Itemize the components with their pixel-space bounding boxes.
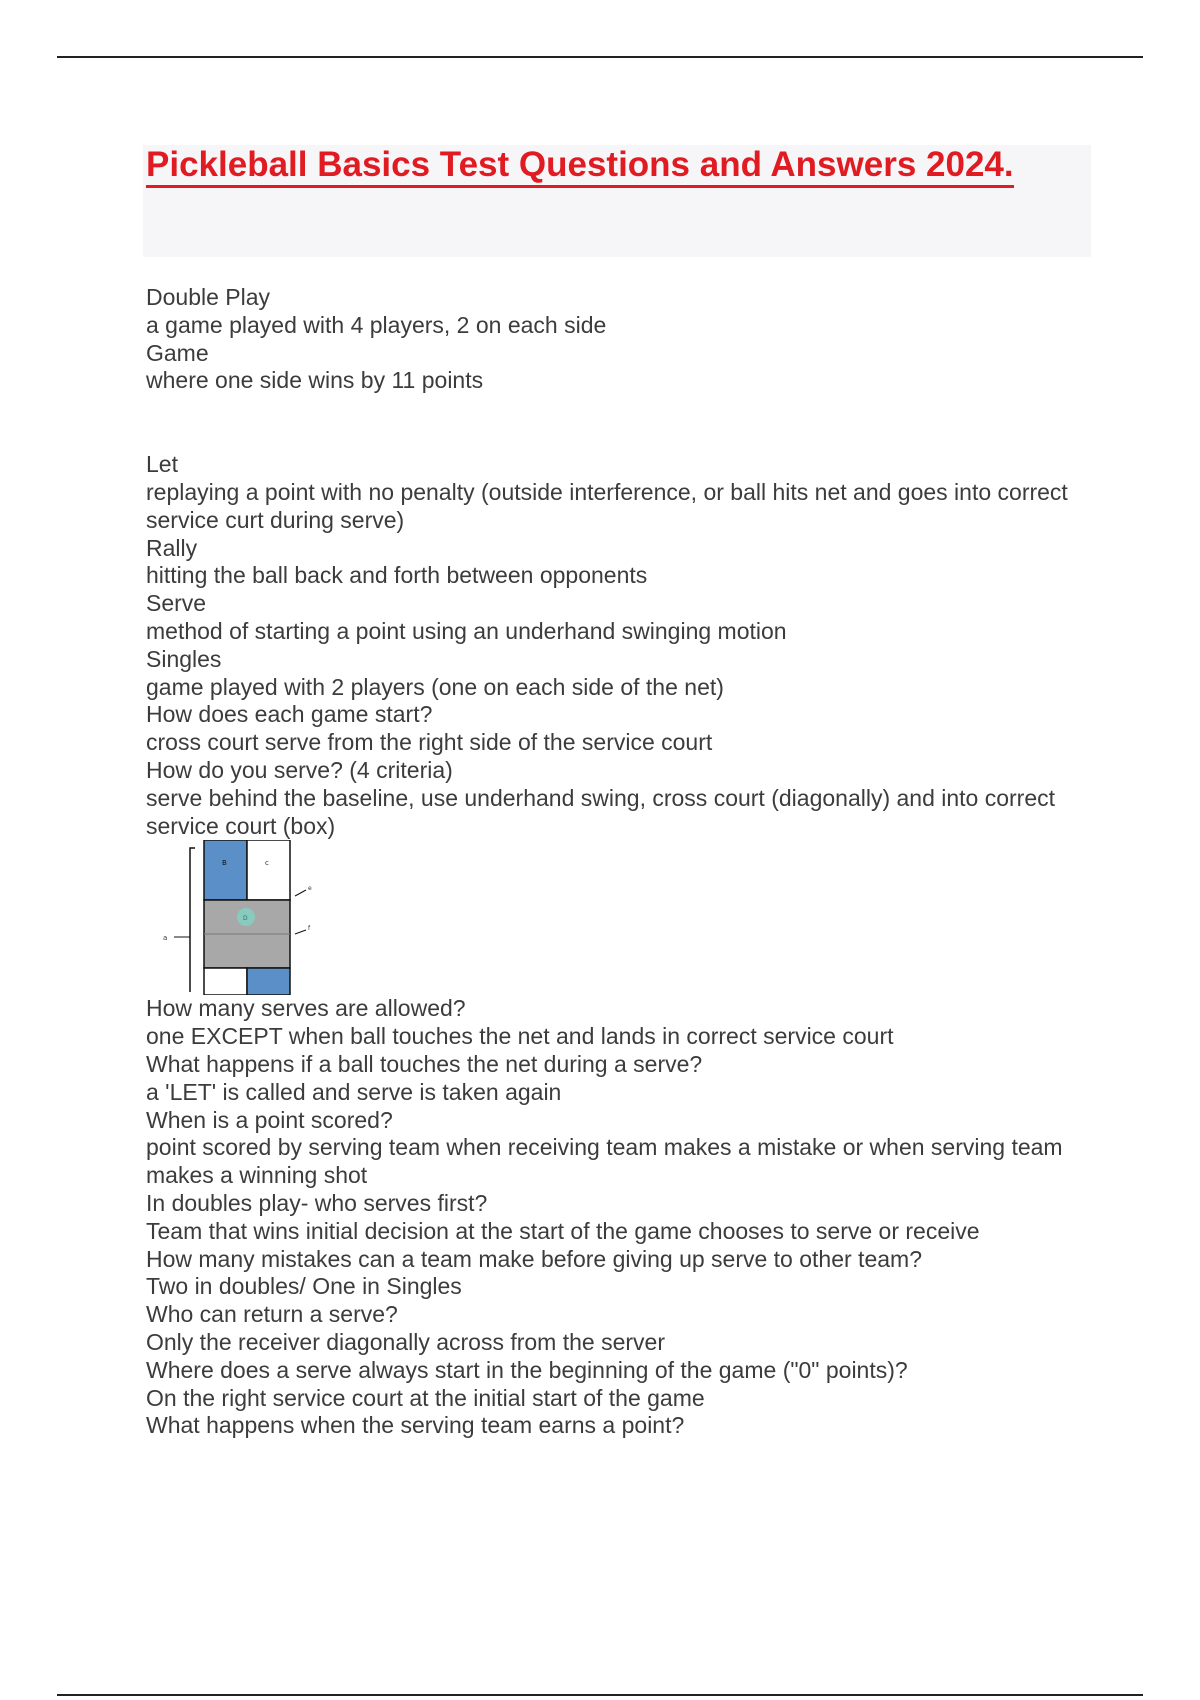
question-line: How many serves are allowed? <box>146 995 466 1022</box>
question-line: What happens if a ball touches the net during a serve? <box>146 1050 703 1077</box>
block-2 <box>146 451 1086 840</box>
answer-line: Two in doubles/ One in Singles <box>146 1273 462 1300</box>
answer-line: On the right service court at the initial start of the game <box>146 1384 705 1411</box>
lower-right-court <box>247 968 290 995</box>
block-1 <box>146 284 1086 395</box>
answer-line: serve behind the baseline, use underhand swing, cross court (diagonally) and into correct service court (box) <box>146 784 1056 839</box>
term-line: Game <box>146 339 209 366</box>
term-line: Serve <box>146 590 207 617</box>
term-line: Double Play <box>146 284 271 310</box>
diagram-label-c: c <box>265 859 269 868</box>
header-rule <box>57 56 1143 58</box>
question-line: How do you serve? (4 criteria) <box>146 756 453 783</box>
question-line: In doubles play- who serves first? <box>146 1189 488 1216</box>
question-line: Where does a serve always start in the beginning of the game ("0" points)? <box>146 1356 908 1383</box>
answer-line: Only the receiver diagonally across from the server <box>146 1328 665 1355</box>
diagram-label-f: f <box>308 925 311 933</box>
answer-line: point scored by serving team when receiving team makes a mistake or when serving team makes a winning shot <box>146 1134 1063 1189</box>
definition-line: game played with 2 players (one on each side of the net) <box>146 673 724 700</box>
diagram-label-e: e <box>308 885 312 893</box>
question-line: Who can return a serve? <box>146 1301 398 1328</box>
answer-line: Team that wins initial decision at the start of the game chooses to serve or receive <box>146 1217 980 1244</box>
lower-left-court <box>204 968 247 995</box>
answer-line: one EXCEPT when ball touches the net and lands in correct service court <box>146 1023 894 1050</box>
question-line: When is a point scored? <box>146 1106 393 1133</box>
block-3 <box>146 995 1086 1440</box>
definition-line: a game played with 4 players, 2 on each side <box>146 311 607 338</box>
bracket-line <box>190 848 195 992</box>
footer-rule <box>57 1694 1143 1696</box>
term-line: Singles <box>146 645 222 672</box>
document-title: Pickleball Basics Test Questions and Answers 2024. <box>146 145 1014 188</box>
document-body <box>146 284 1086 1440</box>
court-diagram <box>152 840 327 995</box>
question-line: How does each game start? <box>146 701 433 728</box>
diagram-label-d: D <box>243 915 248 923</box>
definition-line: hitting the ball back and forth between opponents <box>146 562 648 589</box>
spacer <box>146 395 1086 451</box>
question-line: How many mistakes can a team make before giving up serve to other team? <box>146 1245 922 1272</box>
question-line: What happens when the serving team earns a point? <box>146 1412 685 1439</box>
arrow-e <box>295 890 306 896</box>
definition-line: replaying a point with no penalty (outside interference, or ball hits net and goes into correct service curt during serve) <box>146 478 1068 533</box>
definition-line: where one side wins by 11 points <box>146 367 484 394</box>
term-line: Let <box>146 451 178 478</box>
answer-line: cross court serve from the right side of the service court <box>146 729 713 756</box>
diagram-label-b: B <box>222 859 227 868</box>
term-line: Rally <box>146 534 198 561</box>
left-service-court <box>204 840 247 900</box>
right-service-court <box>247 840 290 900</box>
arrow-f <box>295 930 306 934</box>
definition-line: method of starting a point using an underhand swinging motion <box>146 617 787 644</box>
answer-line: a 'LET' is called and serve is taken again <box>146 1078 562 1105</box>
diagram-label-a: a <box>163 934 168 943</box>
